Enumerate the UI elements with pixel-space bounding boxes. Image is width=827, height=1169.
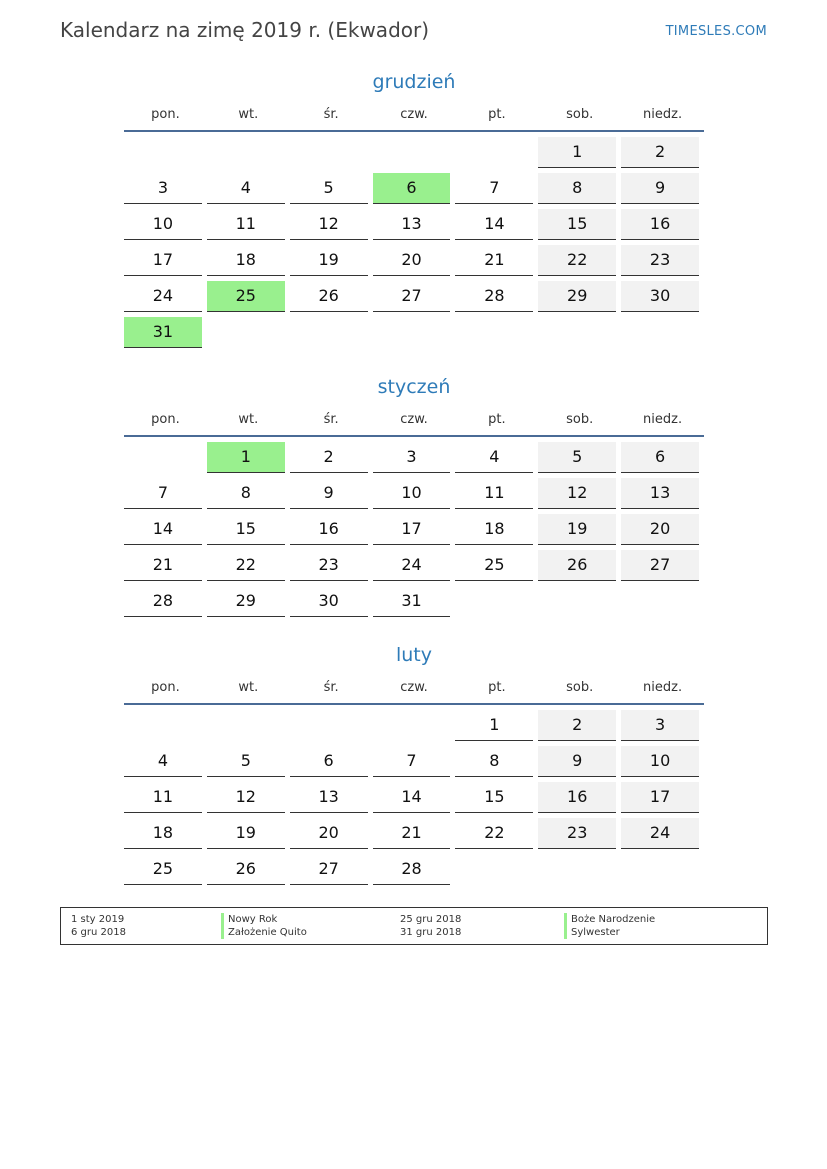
week-row [124,209,704,245]
weekday-label: sob. [566,680,594,695]
legend-date: 6 gru 2018 [71,927,126,938]
empty-day-cell [621,586,699,616]
day-cell: 20 [373,245,451,276]
weekday-label: wt. [238,412,259,427]
empty-day-cell [373,710,451,740]
day-cell: 9 [290,478,368,509]
day-cell: 2 [621,137,699,168]
day-cell: 6 [373,173,451,204]
week-row [124,245,704,281]
day-cell: 23 [290,550,368,581]
legend-holiday-name: Założenie Quito [221,926,307,939]
week-row [124,317,704,353]
day-cell: 12 [538,478,616,509]
week-row [124,514,704,550]
day-cell: 11 [124,782,202,813]
weeks-grid [124,710,704,890]
day-cell: 28 [124,586,202,617]
day-cell: 27 [373,281,451,312]
day-cell: 30 [621,281,699,312]
empty-day-cell [207,710,285,740]
day-cell: 6 [621,442,699,473]
week-row [124,710,704,746]
day-cell: 7 [373,746,451,777]
empty-day-cell [455,137,533,167]
day-cell: 20 [621,514,699,545]
day-cell: 19 [538,514,616,545]
day-cell: 9 [538,746,616,777]
day-cell: 25 [207,281,285,312]
day-cell: 10 [621,746,699,777]
weekday-label: niedz. [643,680,683,695]
day-cell: 3 [124,173,202,204]
day-cell: 31 [124,317,202,348]
day-cell: 15 [455,782,533,813]
weekday-header [124,411,704,437]
day-cell: 10 [124,209,202,240]
day-cell: 26 [538,550,616,581]
empty-day-cell [621,317,699,347]
week-row [124,854,704,890]
week-row [124,818,704,854]
week-row [124,173,704,209]
week-row [124,137,704,173]
day-cell: 10 [373,478,451,509]
day-cell: 7 [455,173,533,204]
weekday-label: śr. [323,107,339,122]
empty-day-cell [290,137,368,167]
day-cell: 13 [621,478,699,509]
day-cell: 11 [207,209,285,240]
day-cell: 1 [207,442,285,473]
week-row [124,478,704,514]
weekday-label: niedz. [643,412,683,427]
day-cell: 15 [207,514,285,545]
day-cell: 21 [124,550,202,581]
legend-date: 25 gru 2018 [400,914,462,925]
day-cell: 18 [207,245,285,276]
legend-row [61,913,767,926]
day-cell: 14 [455,209,533,240]
day-cell: 31 [373,586,451,617]
empty-day-cell [124,710,202,740]
month-title: luty [395,644,432,666]
day-cell: 15 [538,209,616,240]
day-cell: 28 [373,854,451,885]
weeks-grid [124,442,704,622]
weekday-label: czw. [400,107,428,122]
weekday-label: pt. [488,412,506,427]
site-link[interactable]: TIMESLES.COM [665,24,767,39]
holiday-legend [60,907,768,945]
day-cell: 23 [538,818,616,849]
legend-date: 31 gru 2018 [400,927,462,938]
day-cell: 5 [538,442,616,473]
weekday-label: sob. [566,412,594,427]
week-row [124,442,704,478]
day-cell: 26 [207,854,285,885]
day-cell: 4 [207,173,285,204]
day-cell: 6 [290,746,368,777]
day-cell: 14 [124,514,202,545]
day-cell: 13 [373,209,451,240]
day-cell: 16 [290,514,368,545]
month-december [124,68,704,353]
day-cell: 17 [373,514,451,545]
weekday-label: czw. [400,680,428,695]
day-cell: 28 [455,281,533,312]
day-cell: 8 [207,478,285,509]
empty-day-cell [538,854,616,884]
day-cell: 22 [455,818,533,849]
day-cell: 19 [207,818,285,849]
empty-day-cell [373,137,451,167]
day-cell: 4 [455,442,533,473]
empty-day-cell [124,137,202,167]
day-cell: 3 [621,710,699,741]
day-cell: 16 [538,782,616,813]
day-cell: 11 [455,478,533,509]
day-cell: 1 [538,137,616,168]
weekday-header [124,106,704,132]
legend-row [61,926,767,939]
empty-day-cell [455,317,533,347]
day-cell: 21 [373,818,451,849]
empty-day-cell [207,317,285,347]
day-cell: 8 [455,746,533,777]
day-cell: 2 [290,442,368,473]
empty-day-cell [455,854,533,884]
day-cell: 24 [621,818,699,849]
day-cell: 12 [290,209,368,240]
day-cell: 13 [290,782,368,813]
day-cell: 27 [621,550,699,581]
day-cell: 3 [373,442,451,473]
day-cell: 27 [290,854,368,885]
empty-day-cell [207,137,285,167]
empty-day-cell [290,317,368,347]
day-cell: 25 [455,550,533,581]
empty-day-cell [455,586,533,616]
month-title: grudzień [372,71,456,93]
legend-holiday-name: Nowy Rok [221,913,277,926]
empty-day-cell [538,317,616,347]
week-row [124,281,704,317]
month-january [124,373,704,622]
weekday-label: śr. [323,412,339,427]
day-cell: 5 [290,173,368,204]
day-cell: 29 [207,586,285,617]
day-cell: 5 [207,746,285,777]
page-title: Kalendarz na zimę 2019 r. (Ekwador) [60,18,430,42]
day-cell: 29 [538,281,616,312]
day-cell: 26 [290,281,368,312]
day-cell: 8 [538,173,616,204]
day-cell: 23 [621,245,699,276]
weekday-label: pt. [488,107,506,122]
day-cell: 12 [207,782,285,813]
day-cell: 1 [455,710,533,741]
weeks-grid [124,137,704,353]
day-cell: 19 [290,245,368,276]
legend-holiday-name: Boże Narodzenie [564,913,655,926]
day-cell: 18 [455,514,533,545]
week-row [124,550,704,586]
day-cell: 20 [290,818,368,849]
legend-holiday-name: Sylwester [564,926,620,939]
day-cell: 17 [124,245,202,276]
day-cell: 22 [538,245,616,276]
day-cell: 21 [455,245,533,276]
weekday-label: pon. [151,412,180,427]
empty-day-cell [124,442,202,472]
legend-date: 1 sty 2019 [71,914,125,925]
day-cell: 18 [124,818,202,849]
month-february [124,641,704,890]
day-cell: 2 [538,710,616,741]
day-cell: 14 [373,782,451,813]
empty-day-cell [538,586,616,616]
weekday-label: pon. [151,680,180,695]
day-cell: 22 [207,550,285,581]
weekday-label: wt. [238,680,259,695]
weekday-label: pon. [151,107,180,122]
month-title: styczeń [377,376,451,398]
empty-day-cell [290,710,368,740]
day-cell: 9 [621,173,699,204]
day-cell: 25 [124,854,202,885]
day-cell: 7 [124,478,202,509]
day-cell: 24 [373,550,451,581]
week-row [124,586,704,622]
weekday-label: czw. [400,412,428,427]
weekday-label: śr. [323,680,339,695]
week-row [124,746,704,782]
weekday-label: wt. [238,107,259,122]
empty-day-cell [373,317,451,347]
weekday-header [124,679,704,705]
day-cell: 30 [290,586,368,617]
week-row [124,782,704,818]
day-cell: 17 [621,782,699,813]
weekday-label: niedz. [643,107,683,122]
empty-day-cell [621,854,699,884]
day-cell: 16 [621,209,699,240]
weekday-label: sob. [566,107,594,122]
day-cell: 4 [124,746,202,777]
weekday-label: pt. [488,680,506,695]
day-cell: 24 [124,281,202,312]
